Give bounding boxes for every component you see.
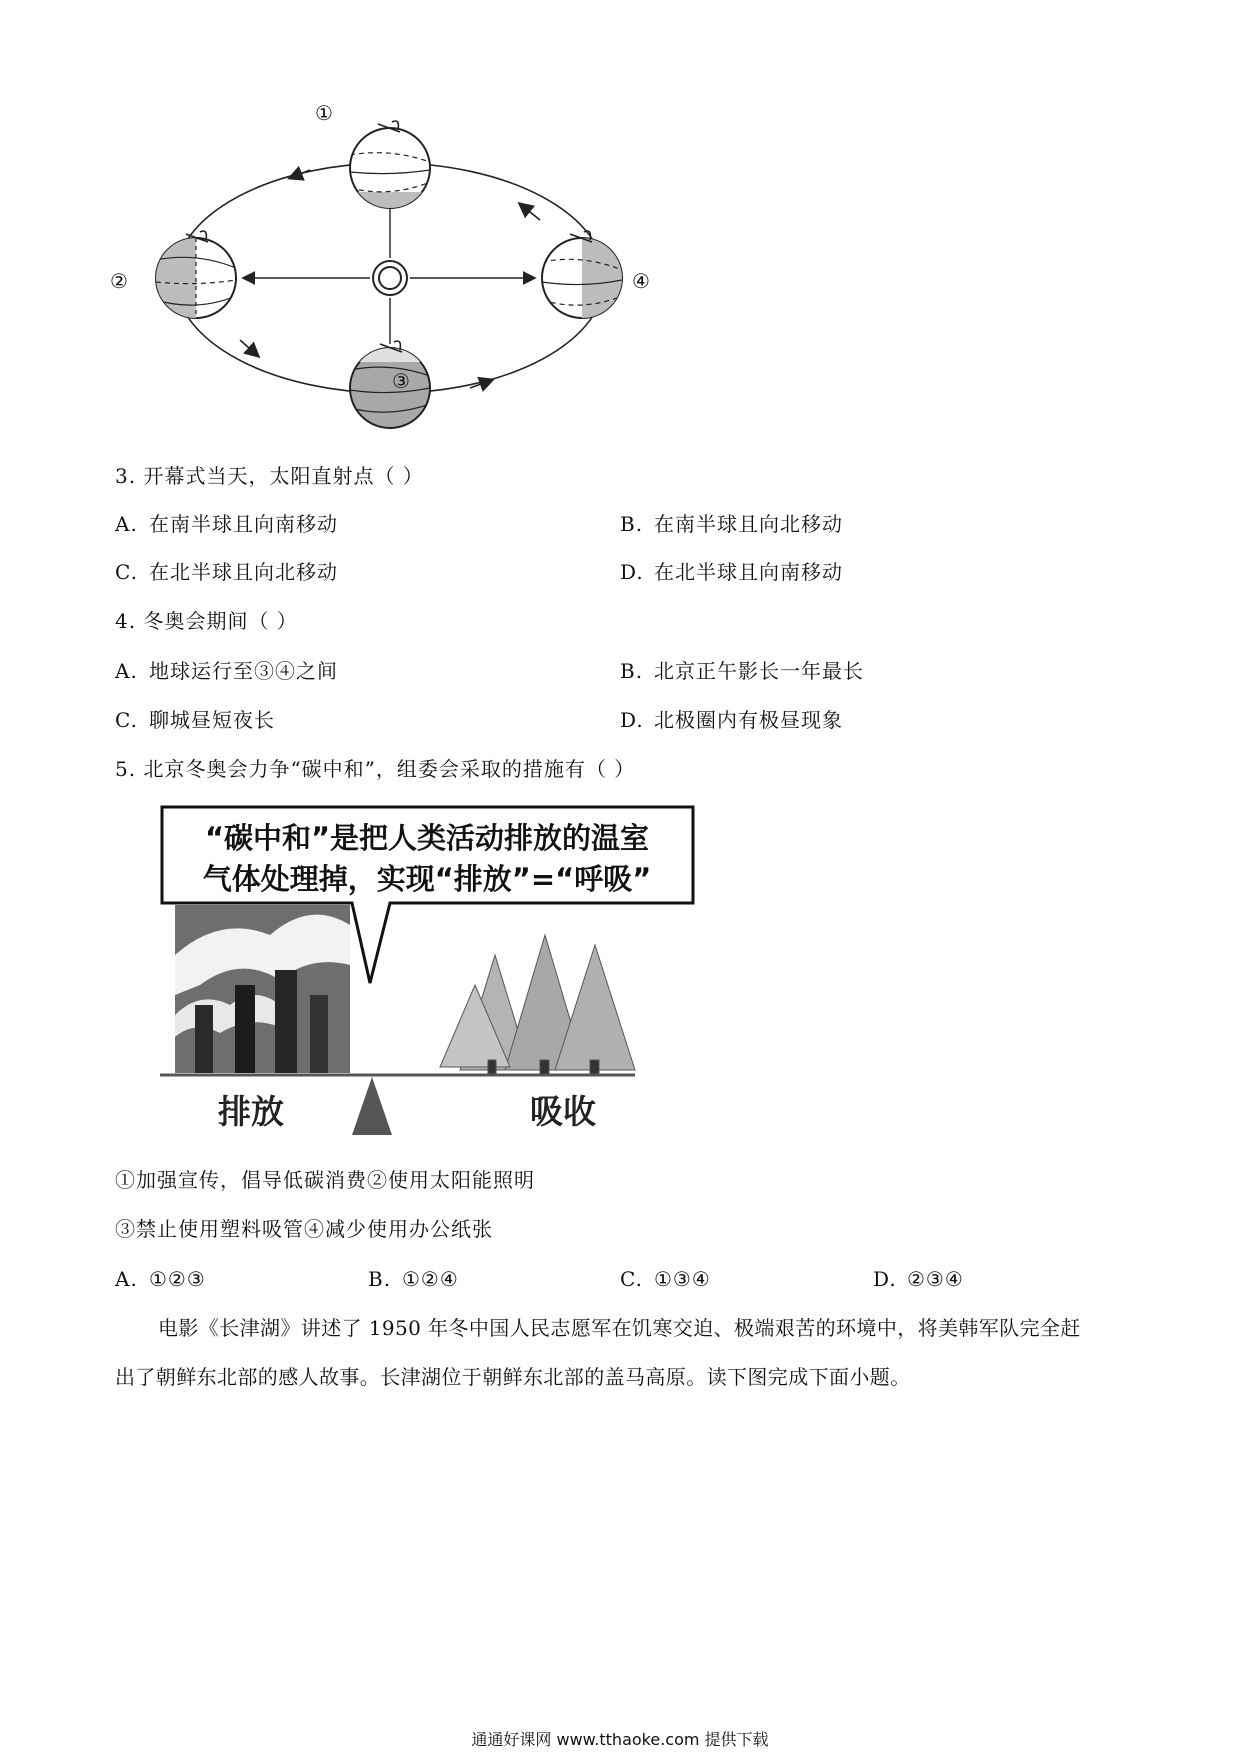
factory-smoke-image: [175, 905, 350, 1073]
q5-option-a[interactable]: A. ①②③: [115, 1267, 206, 1291]
bubble-line-1: “碳中和”是把人类活动排放的温室: [204, 821, 650, 855]
earth-position-3: [350, 341, 430, 428]
position-label-4: ④: [632, 269, 650, 293]
question-5-stem: 5. 北京冬奥会力争“碳中和”，组委会采取的措施有（ ）: [115, 757, 636, 781]
q5-measures-line-1: ①加强宣传，倡导低碳消费②使用太阳能照明: [115, 1168, 535, 1192]
q4-option-a[interactable]: A. 地球运行至③④之间: [115, 659, 338, 683]
bubble-line-2: 气体处理掉，实现“排放”=“呼吸”: [202, 862, 652, 896]
earth-position-2: [156, 231, 236, 318]
position-label-2: ②: [110, 269, 128, 293]
earth-orbit-figure: [110, 100, 670, 445]
q3-option-d[interactable]: D. 在北半球且向南移动: [620, 560, 843, 584]
position-label-3: ③: [392, 369, 410, 393]
q4-option-b[interactable]: B. 北京正午影长一年最长: [620, 659, 864, 683]
q5-option-c[interactable]: C. ①③④: [620, 1267, 711, 1291]
carbon-neutral-figure: [160, 805, 695, 1135]
q3-option-b[interactable]: B. 在南半球且向北移动: [620, 512, 843, 536]
absorption-label: 吸收: [530, 1092, 596, 1131]
question-4-stem: 4. 冬奥会期间（ ）: [115, 609, 298, 633]
q4-option-c[interactable]: C. 聊城昼短夜长: [115, 708, 275, 732]
q3-option-a[interactable]: A. 在南半球且向南移动: [115, 512, 338, 536]
position-label-1: ①: [315, 101, 333, 125]
passage-line-1: 电影《长津湖》讲述了 1950 年冬中国人民志愿军在饥寒交迫、极端艰苦的环境中，将美韩军队完全赶: [158, 1316, 1081, 1340]
q5-option-b[interactable]: B. ①②④: [368, 1267, 459, 1291]
q4-option-d[interactable]: D. 北极圈内有极昼现象: [620, 708, 843, 732]
earth-position-4: [542, 231, 622, 318]
sun-symbol: [373, 261, 407, 295]
earth-position-1: [350, 121, 430, 212]
q5-option-d[interactable]: D. ②③④: [873, 1267, 964, 1291]
trees-image: [440, 935, 635, 1075]
q3-option-c[interactable]: C. 在北半球且向北移动: [115, 560, 338, 584]
q5-measures-line-2: ③禁止使用塑料吸管④减少使用办公纸张: [115, 1217, 493, 1241]
balance-fulcrum: [352, 1077, 392, 1135]
passage-line-2: 出了朝鲜东北部的感人故事。长津湖位于朝鲜东北部的盖马高原。读下图完成下面小题。: [115, 1365, 911, 1389]
emission-label: 排放: [218, 1092, 284, 1131]
page-footer: 通通好课网 www.tthaoke.com 提供下载: [471, 1730, 769, 1749]
question-3-stem: 3. 开幕式当天，太阳直射点（ ）: [115, 464, 424, 488]
